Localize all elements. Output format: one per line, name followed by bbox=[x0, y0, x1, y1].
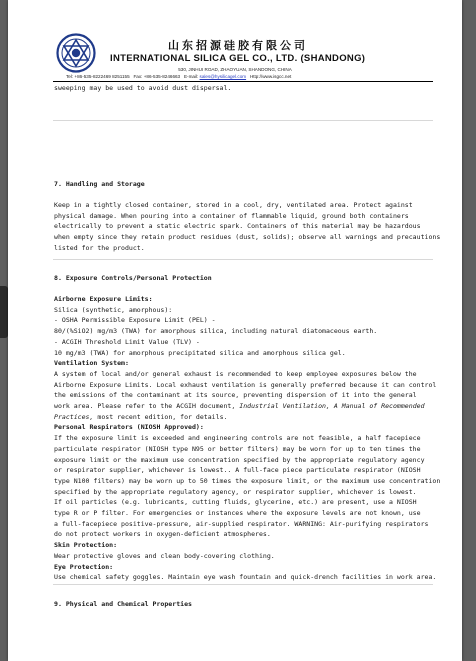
body-line: - OSHA Permissible Exposure Limit (PEL) - bbox=[54, 316, 216, 325]
company-name-english: INTERNATIONAL SILICA GEL CO., LTD. (SHANDONG) bbox=[110, 53, 366, 64]
body-line bbox=[54, 401, 436, 412]
body-line: Wear protective gloves and clean body-covering clothing. bbox=[54, 551, 275, 560]
ventilation-text: work area. Please refer to the ACGIH document, bbox=[54, 402, 236, 411]
company-address: 530, JINHUI ROAD, ZHAOYUAN, SHANDONG, CHINA bbox=[178, 67, 292, 72]
ventilation-title: Ventilation System: bbox=[54, 359, 129, 368]
document-page bbox=[8, 0, 462, 661]
email-link[interactable]: sales@hysilicagel.com bbox=[199, 74, 247, 79]
body-line: specified by the appropriate regulatory agency, or respirator supplier, whichever is lowest. bbox=[54, 487, 417, 496]
section-8-heading: 8. Exposure Controls/Personal Protection bbox=[54, 274, 212, 282]
header-divider bbox=[53, 81, 433, 82]
body-line: - ACGIH Threshold Limit Value (TLV) - bbox=[54, 337, 200, 346]
body-line: exposure limit or the maximum use concentration specified by the appropriate regulatory agency bbox=[54, 455, 425, 464]
body-line: do not protect workers in oxygen-deficient atmospheres. bbox=[54, 530, 271, 539]
website-link[interactable]: Http://www.isgcc.net bbox=[249, 74, 292, 79]
contact-line bbox=[66, 74, 291, 79]
respirators-title: Personal Respirators (NIOSH Approved): bbox=[54, 423, 204, 432]
document-title-italic: Industrial Ventilation, A Manual of Recommended bbox=[239, 402, 425, 411]
body-line: particulate respirator (NIOSH type N95 or better filters) may be worn for up to ten times the bbox=[54, 444, 421, 453]
fax: Fax: +86-535-8246663 bbox=[133, 74, 181, 79]
body-line: 10 mg/m3 (TWA) for amorphous precipitated silica and amorphous silica gel. bbox=[54, 348, 346, 357]
section-divider bbox=[53, 259, 433, 260]
body-line bbox=[54, 412, 436, 423]
body-line: If the exposure limit is exceeded and engineering controls are not feasible, a half facepiece bbox=[54, 434, 421, 443]
section-divider bbox=[53, 120, 433, 121]
eye-protection-title: Eye Protection: bbox=[54, 562, 114, 571]
body-line: a full-facepiece positive-pressure, air-supplied respirator. WARNING: Air-purifying respirators bbox=[54, 519, 429, 528]
body-line: type N100 filters) may be worn up to 50 times the exposure limit, or the maximum use concentration bbox=[54, 476, 441, 485]
company-name-chinese: 山东招源硅胶有限公司 bbox=[168, 39, 308, 52]
airborne-limits-title: Airborne Exposure Limits: bbox=[54, 295, 153, 303]
section-8-body bbox=[54, 294, 441, 583]
continuation-text: sweeping may be used to avoid dust dispersal. bbox=[54, 84, 232, 92]
body-line: Keep in a tightly closed container, stored in a cool, dry, ventilated area. Protect against bbox=[54, 201, 413, 209]
ventilation-tail: most recent edition, for details. bbox=[97, 412, 228, 421]
section-7-body bbox=[54, 200, 441, 254]
body-line: listed for the product. bbox=[54, 243, 145, 252]
body-line: or respirator supplier, whichever is lowest.. A full-face piece particulate respirator (NIOSH bbox=[54, 466, 421, 475]
body-line: If oil particles (e.g. lubricants, cutting fluids, glycerine, etc.) are present, use a NIOSH bbox=[54, 498, 417, 507]
telephone: Tel: +86-535-8222469 8251155 bbox=[66, 74, 130, 79]
section-9-heading: 9. Physical and Chemical Properties bbox=[54, 600, 192, 608]
email-label: E-mail: bbox=[183, 74, 199, 79]
body-line: the emissions of the contaminant at its source, preventing dispersion of it into the general bbox=[54, 391, 417, 400]
body-line: Silica (synthetic, amorphous): bbox=[54, 305, 173, 314]
body-line: when empty since they retain product residues (dust, solids); observe all warnings and precautions bbox=[54, 233, 441, 242]
body-line: A system of local and/or general exhaust is recommended to keep employee exposures below the bbox=[54, 369, 417, 378]
body-line: electrically to prevent a static electric spark. Containers of this material may be hazardous bbox=[54, 222, 421, 231]
body-line: Airborne Exposure Limits. Local exhaust ventilation is generally preferred because it can control bbox=[54, 380, 437, 389]
section-7-heading: 7. Handling and Storage bbox=[54, 180, 145, 188]
body-line: Use chemical safety goggles. Maintain eye wash fountain and quick-drench facilities in work area. bbox=[54, 573, 437, 582]
skin-protection-title: Skin Protection: bbox=[54, 541, 118, 550]
body-line: type R or P filter. For emergencies or instances where the exposure levels are not known, use bbox=[54, 509, 421, 518]
document-title-italic: Practices, bbox=[54, 412, 94, 421]
viewer-side-tab[interactable] bbox=[0, 286, 8, 338]
body-line: 80/(%SiO2) mg/m3 (TWA) for amorphous silica, including natural diatomaceous earth. bbox=[54, 327, 378, 336]
section-divider bbox=[53, 584, 433, 585]
body-line: physical damage. When pouring into a container of flammable liquid, ground both containers bbox=[54, 211, 409, 220]
